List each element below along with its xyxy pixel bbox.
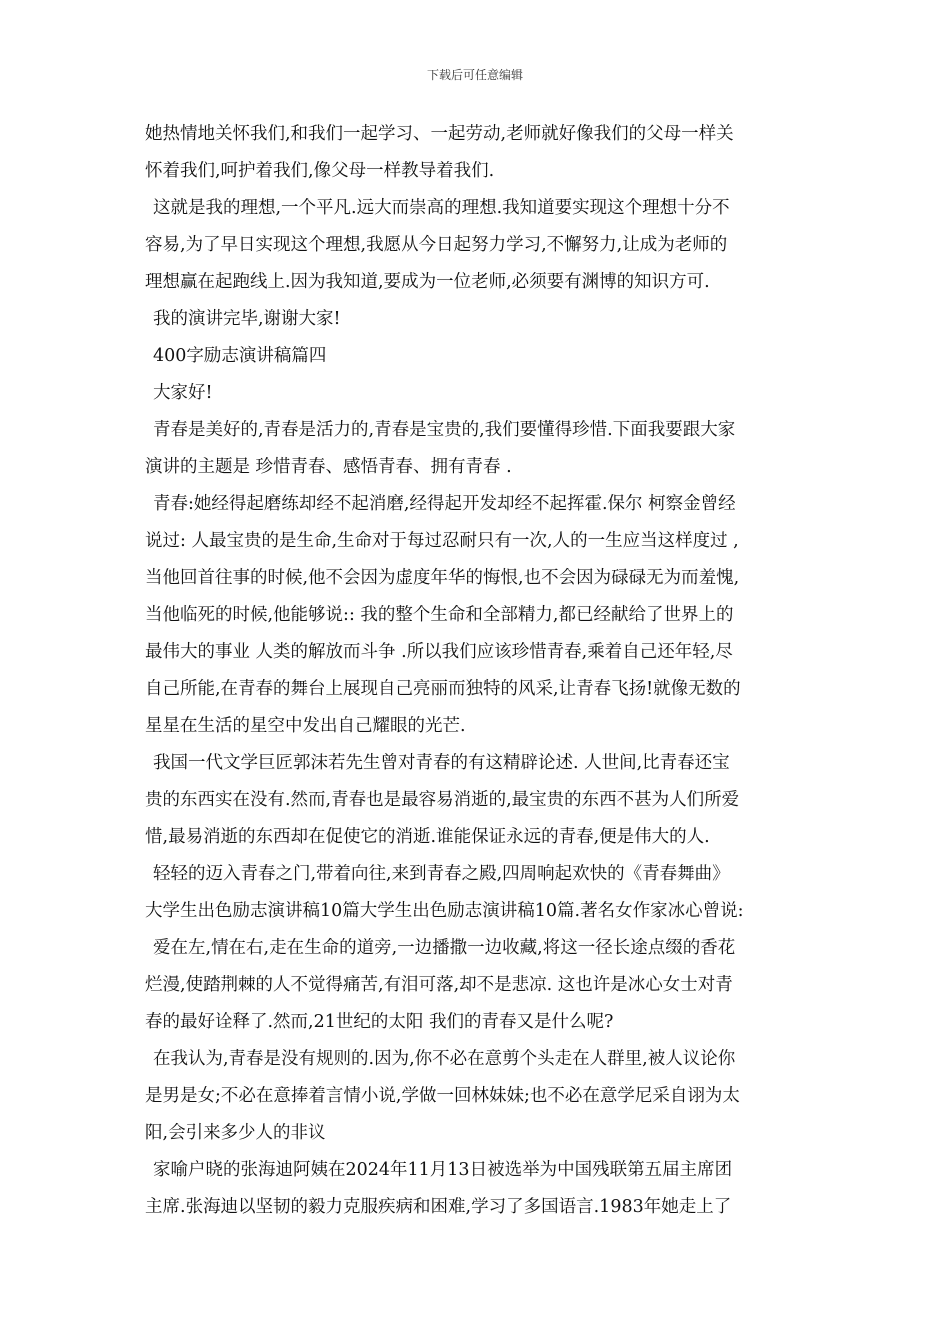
text-line: 容易,为了早日实现这个理想,我愿从今日起努力学习,不懈努力,让成为老师的 bbox=[145, 235, 728, 255]
text-line: 青春是美好的,青春是活力的,青春是宝贵的,我们要懂得珍惜.下面我要跟大家 bbox=[153, 420, 736, 440]
text-line: 在我认为,青春是没有规则的.因为,你不必在意剪个头走在人群里,被人议论你 bbox=[153, 1049, 736, 1069]
text-line: 我国一代文学巨匠郭沫若先生曾对青春的有这精辟论述. 人世间,比青春还宝 bbox=[153, 753, 730, 773]
text-line: 理想赢在起跑线上.因为我知道,要成为一位老师,必须要有渊博的知识方可. bbox=[145, 272, 710, 292]
text-line: 怀着我们,呵护着我们,像父母一样教导着我们. bbox=[145, 161, 495, 181]
page-header-note: 下载后可任意编辑 bbox=[426, 68, 523, 82]
text-line: 青春:她经得起磨练却经不起消磨,经得起开发却经不起挥霍.保尔 柯察金曾经 bbox=[153, 494, 736, 514]
text-line: 她热情地关怀我们,和我们一起学习、一起劳动,老师就好像我们的父母一样关 bbox=[145, 124, 734, 144]
text-line: 是男是女;不必在意捧着言情小说,学做一回林妹妹;也不必在意学尼采自诩为太 bbox=[145, 1086, 740, 1106]
text-line: 春的最好诠释了.然而,21世纪的太阳 我们的青春又是什么呢? bbox=[145, 1012, 614, 1032]
text-line: 阳,会引来多少人的非议 bbox=[145, 1123, 326, 1143]
text-line: 说过: 人最宝贵的是生命,生命对于每过忍耐只有一次,人的一生应当这样度过 , bbox=[145, 531, 739, 551]
text-line: 当他临死的时候,他能够说:: 我的整个生命和全部精力,都已经献给了世界上的 bbox=[145, 605, 734, 625]
text-line: 大学生出色励志演讲稿10篇大学生出色励志演讲稿10篇.著名女作家冰心曾说: bbox=[145, 901, 744, 921]
text-line: 主席.张海迪以坚韧的毅力克服疾病和困难,学习了多国语言.1983年她走上了 bbox=[145, 1197, 732, 1217]
text-line: 演讲的主题是 珍惜青春、感悟青春、拥有青春 . bbox=[145, 457, 512, 477]
text-line: 星星在生活的星空中发出自己耀眼的光芒. bbox=[145, 716, 466, 736]
text-line: 惜,最易消逝的东西却在促使它的消逝.谁能保证永远的青春,便是伟大的人. bbox=[145, 827, 710, 847]
text-line: 当他回首往事的时候,他不会因为虚度年华的悔恨,也不会因为碌碌无为而羞愧, bbox=[145, 568, 740, 588]
text-line: 家喻户晓的张海迪阿姨在2024年11月13日被选举为中国残联第五届主席团 bbox=[153, 1160, 733, 1180]
text-line: 大家好! bbox=[153, 383, 213, 403]
section-heading: 400字励志演讲稿篇四 bbox=[153, 346, 327, 366]
text-line: 自己所能,在青春的舞台上展现自己亮丽而独特的风采,让青春飞扬!就像无数的 bbox=[145, 679, 741, 699]
text-line: 我的演讲完毕,谢谢大家! bbox=[153, 309, 341, 329]
text-line: 爱在左,情在右,走在生命的道旁,一边播撒一边收藏,将这一径长途点缀的香花 bbox=[153, 938, 736, 958]
text-line: 最伟大的事业 人类的解放而斗争 .所以我们应该珍惜青春,乘着自己还年轻,尽 bbox=[145, 642, 733, 662]
text-line: 这就是我的理想,一个平凡.远大而崇高的理想.我知道要实现这个理想十分不 bbox=[153, 198, 730, 218]
text-line: 烂漫,使踏荆棘的人不觉得痛苦,有泪可落,却不是悲凉. 这也许是冰心女士对青 bbox=[145, 975, 733, 995]
document-body bbox=[145, 116, 815, 1226]
text-line: 贵的东西实在没有.然而,青春也是最容易消逝的,最宝贵的东西不甚为人们所爱 bbox=[145, 790, 740, 810]
text-line: 轻轻的迈入青春之门,带着向往,来到青春之殿,四周响起欢快的《青春舞曲》 bbox=[153, 864, 730, 884]
